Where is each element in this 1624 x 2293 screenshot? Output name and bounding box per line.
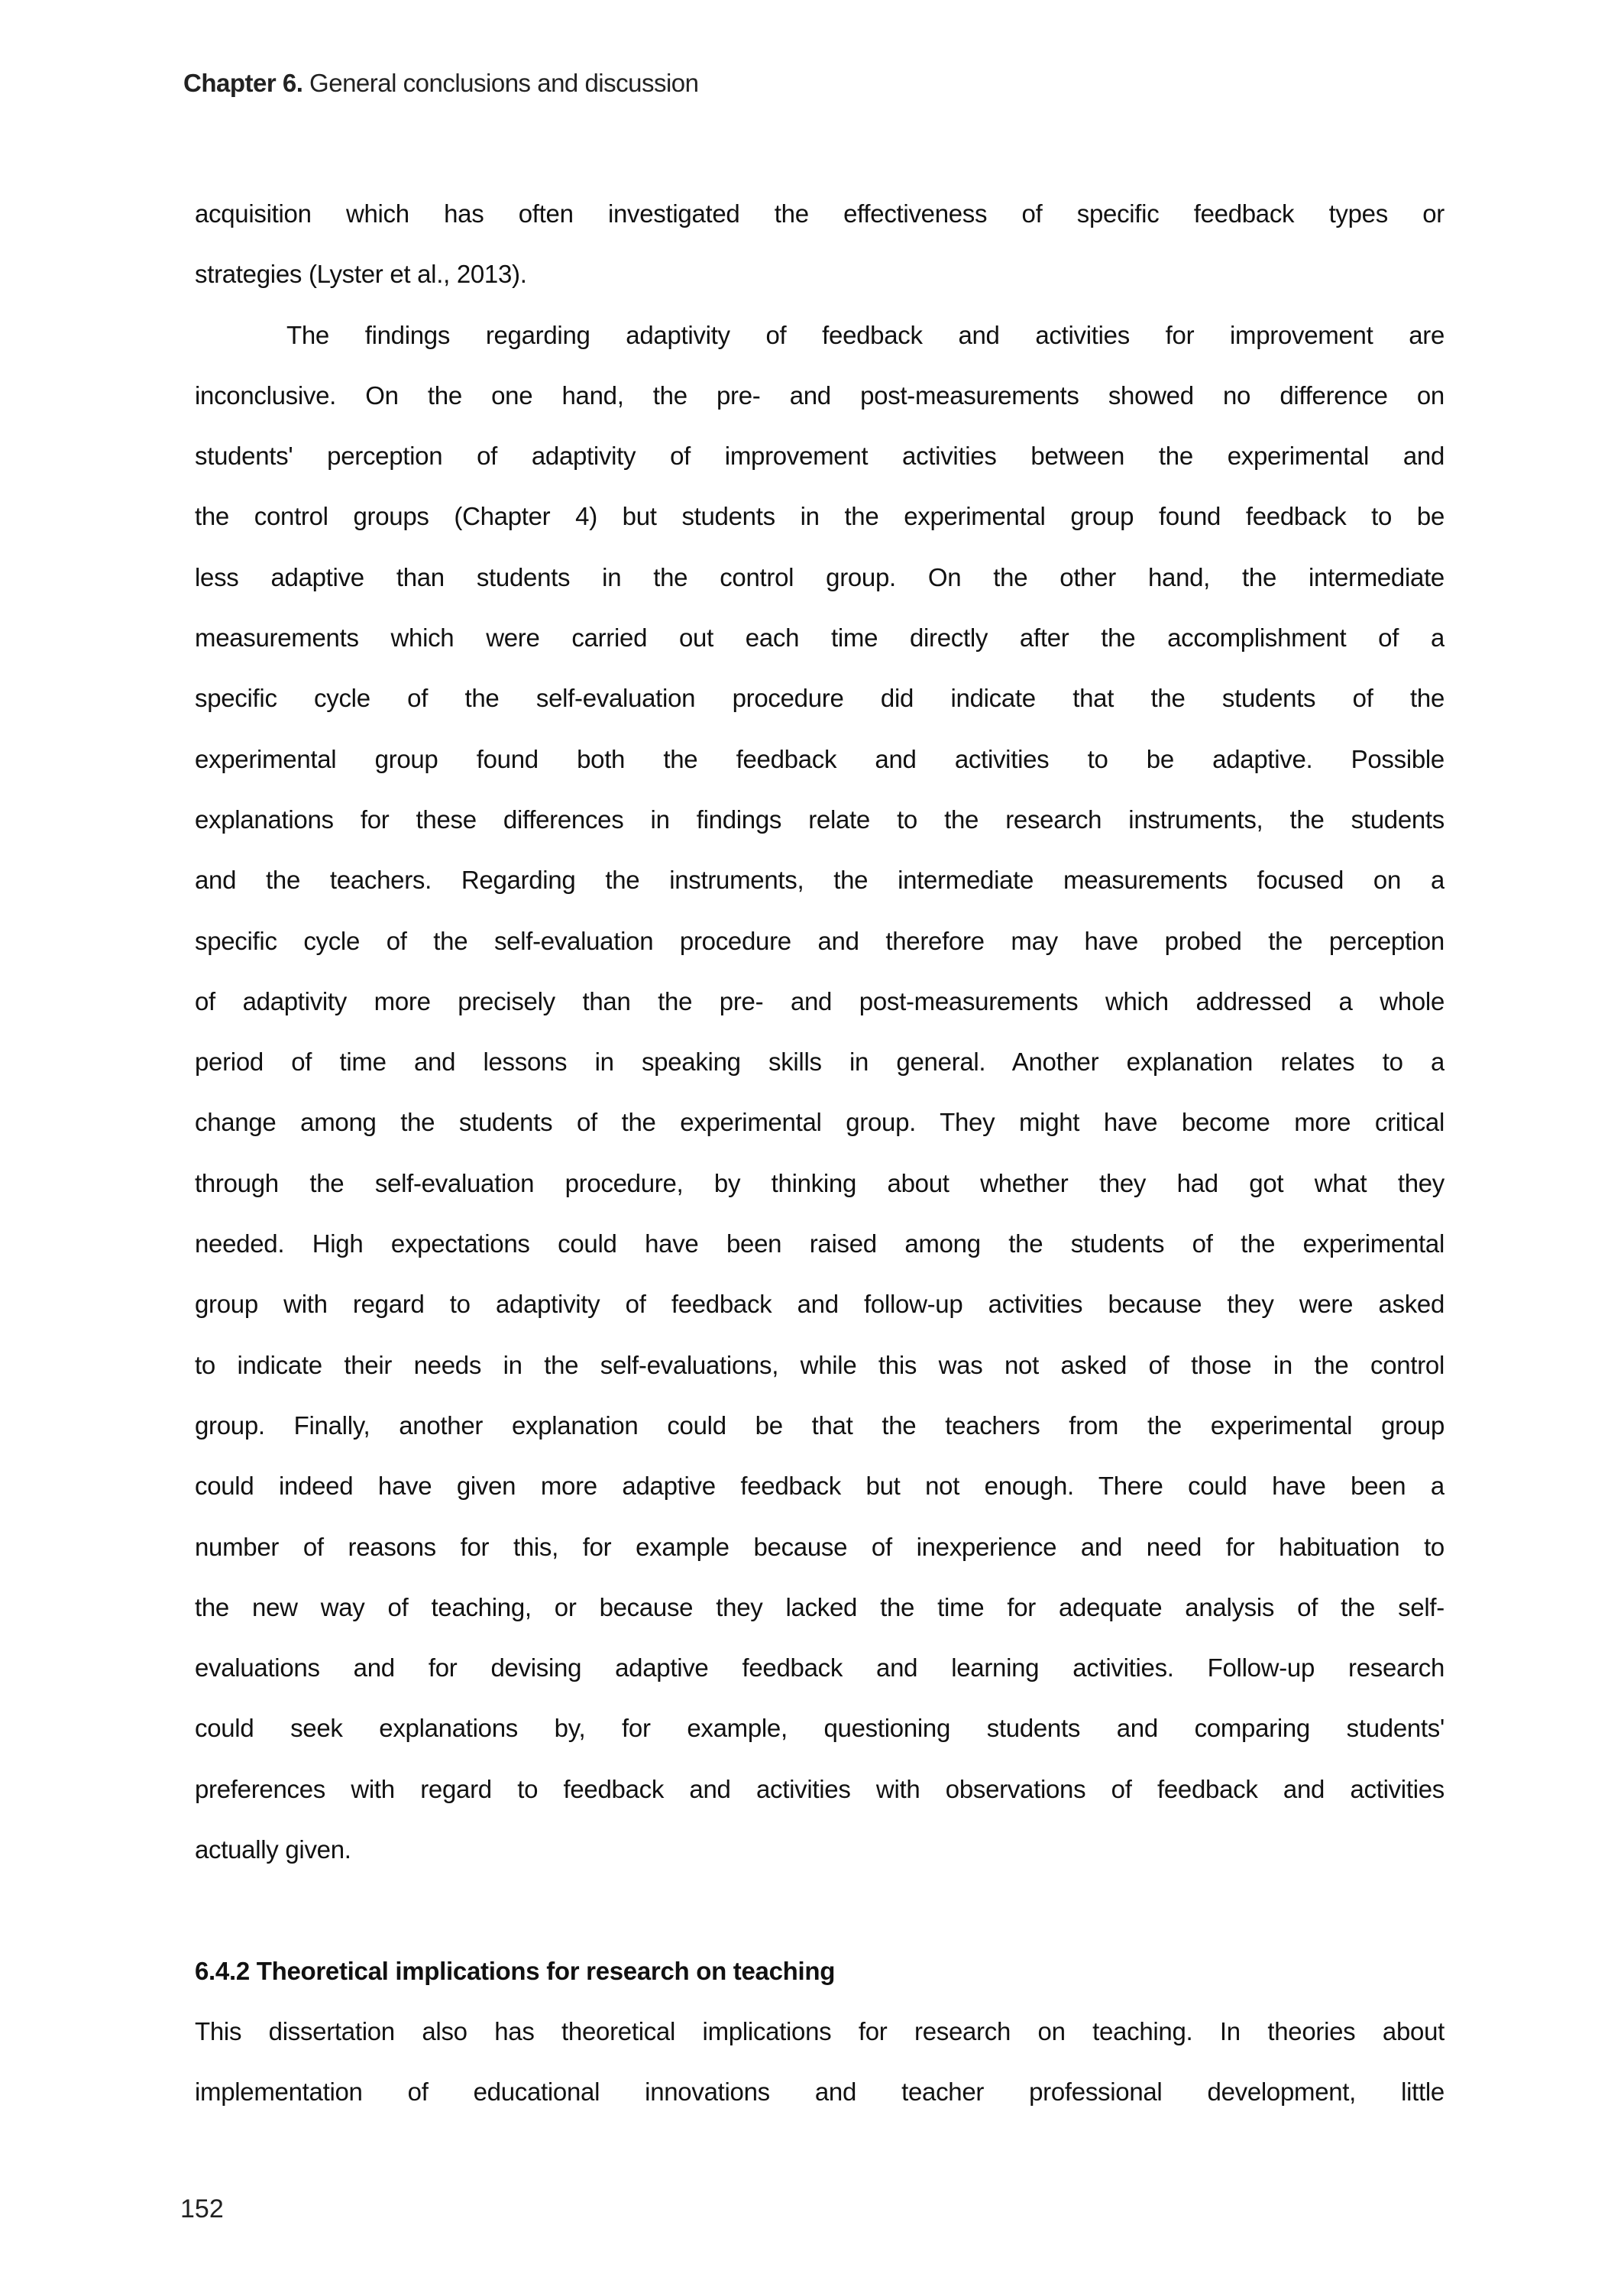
text-line: acquisition which has often investigated the effectiveness of specific feedback types or: [195, 199, 1444, 228]
text-line: the control groups (Chapter 4) but students in the experimental group found feedback to be: [195, 502, 1444, 531]
text-line: the new way of teaching, or because they lacked the time for adequate analysis of the self-: [195, 1592, 1444, 1621]
text-line: specific cycle of the self-evaluation procedure and therefore may have probed the perception: [195, 926, 1444, 955]
chapter-title: General conclusions and discussion: [309, 69, 699, 97]
chapter-label: Chapter 6.: [183, 69, 303, 97]
paragraph-2: [195, 305, 1444, 1880]
text-line: number of reasons for this, for example because of inexperience and need for habituation to: [195, 1532, 1444, 1561]
body-text: [195, 183, 1444, 2123]
text-line: measurements which were carried out each time directly after the accomplishment of a: [195, 623, 1444, 653]
running-header: [183, 69, 699, 98]
text-line: preferences with regard to feedback and activities with observations of feedback and activities: [195, 1774, 1444, 1803]
text-line: group with regard to adaptivity of feedback and follow-up activities because they were asked: [195, 1290, 1444, 1319]
text-line: could seek explanations by, for example, questioning students and comparing students': [195, 1714, 1444, 1743]
text-line: to indicate their needs in the self-evaluations, while this was not asked of those in the control: [195, 1350, 1444, 1379]
text-line: period of time and lessons in speaking skills in general. Another explanation relates to a: [195, 1048, 1444, 1077]
text-line: actually given.: [195, 1835, 351, 1864]
text-line: and the teachers. Regarding the instruments, the intermediate measurements focused on a: [195, 866, 1444, 895]
text-line: specific cycle of the self-evaluation procedure did indicate that the students of the: [195, 684, 1444, 713]
text-line: through the self-evaluation procedure, by thinking about whether they had got what they: [195, 1168, 1444, 1197]
text-line: students' perception of adaptivity of improvement activities between the experimental and: [195, 442, 1444, 471]
text-line: change among the students of the experimental group. They might have become more critical: [195, 1108, 1444, 1137]
text-line: This dissertation also has theoretical implications for research on teaching. In theories about: [195, 2016, 1444, 2045]
text-line: evaluations and for devising adaptive feedback and learning activities. Follow-up research: [195, 1653, 1444, 1683]
text-line: implementation of educational innovations and teacher professional development, little: [195, 2078, 1444, 2107]
text-line: less adaptive than students in the control group. On the other hand, the intermediate: [195, 562, 1444, 591]
paragraph-1: [195, 183, 1444, 305]
text-line: needed. High expectations could have been raised among the students of the experimental: [195, 1229, 1444, 1258]
text-line: group. Finally, another explanation could be that the teachers from the experimental group: [195, 1410, 1444, 1440]
section-heading: 6.4.2 Theoretical implications for research on teaching: [195, 1956, 836, 1985]
text-line: experimental group found both the feedback and activities to be adaptive. Possible: [195, 744, 1444, 773]
page-number: 152: [180, 2194, 224, 2223]
paragraph-3: [195, 2001, 1444, 2123]
spacer: [195, 1880, 1444, 1940]
text-line: The findings regarding adaptivity of feedback and activities for improvement are: [286, 320, 1444, 349]
text-line: strategies (Lyster et al., 2013).: [195, 260, 527, 289]
text-line: explanations for these differences in findings relate to the research instruments, the students: [195, 805, 1444, 834]
text-line: could indeed have given more adaptive feedback but not enough. There could have been a: [195, 1472, 1444, 1501]
text-line: inconclusive. On the one hand, the pre- and post-measurements showed no difference on: [195, 381, 1444, 410]
text-line: of adaptivity more precisely than the pre- and post-measurements which addressed a whole: [195, 986, 1444, 1015]
